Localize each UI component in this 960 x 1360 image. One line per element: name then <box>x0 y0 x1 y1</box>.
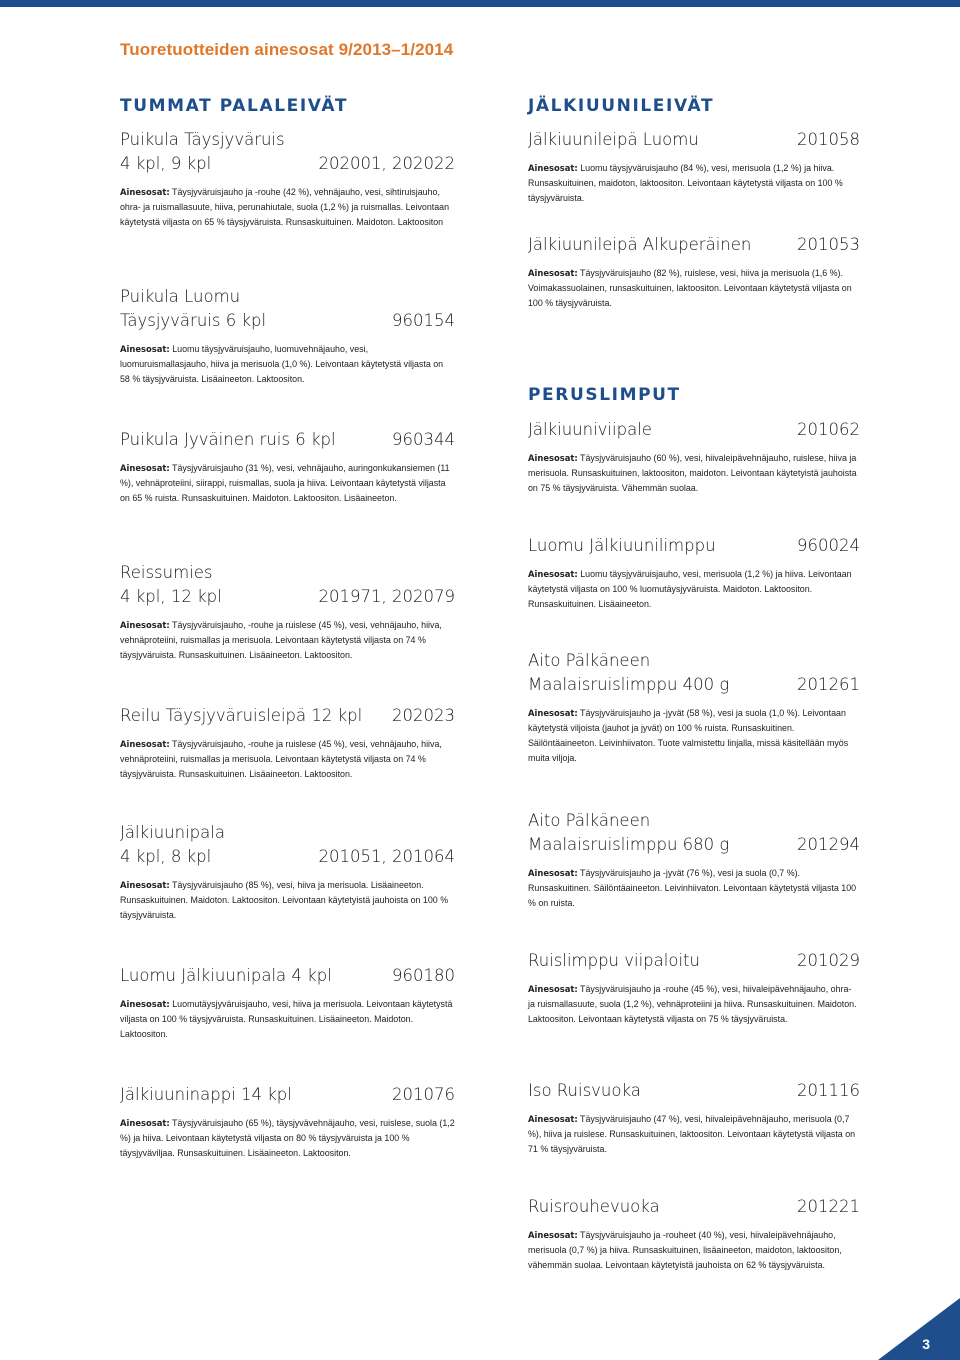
ingredients-body: Täysjyväruisjauho (31 %), vesi, vehnäjauho, auringonkukansiemen (11 %), vehnäproteiini, siirappi, ruismallas, suola ja hiiva. Leivontaan käytetystä viljasta on 65 % ruista. Runsaskuituinen. Maidoton. Laktoositon. Lisäaineeton. <box>120 463 450 503</box>
ingredients-text <box>528 451 860 496</box>
product-item <box>120 428 455 506</box>
product-name: Aito Pälkäneen <box>528 811 651 830</box>
page-corner-triangle <box>878 1298 960 1360</box>
product-item <box>120 128 455 230</box>
product-code: 201221 <box>797 1197 860 1216</box>
product-name: Jälkiuunipala <box>120 823 225 842</box>
product-title-line <box>528 809 860 833</box>
product-title <box>528 949 860 973</box>
ingredients-text <box>120 1116 455 1161</box>
ingredients-text <box>528 982 860 1027</box>
product-name: Ruisrouhevuoka <box>528 1197 660 1216</box>
product-item <box>120 561 455 663</box>
product-title-line <box>528 1079 860 1103</box>
product-title <box>528 534 860 558</box>
product-name: Jälkiuunileipä Alkuperäinen <box>528 235 752 254</box>
ingredients-label: Ainesosat: <box>120 463 170 473</box>
ingredients-label: Ainesosat: <box>120 620 170 630</box>
product-code: 960180 <box>392 966 455 985</box>
ingredients-label: Ainesosat: <box>528 163 578 173</box>
page-title: Tuoretuotteiden ainesosat 9/2013–1/2014 <box>120 40 454 59</box>
product-title-line <box>120 285 455 309</box>
product-title <box>528 128 860 152</box>
product-title-line <box>528 1195 860 1219</box>
product-title <box>528 1079 860 1103</box>
ingredients-label: Ainesosat: <box>528 708 578 718</box>
product-item <box>120 285 455 387</box>
product-code: 201971, 202079 <box>318 587 455 606</box>
product-code: 960344 <box>392 430 455 449</box>
top-accent-bar <box>0 0 960 7</box>
ingredients-label: Ainesosat: <box>528 569 578 579</box>
product-code: 201076 <box>392 1085 455 1104</box>
product-name: 4 kpl, 9 kpl <box>120 154 212 173</box>
ingredients-text <box>528 161 860 206</box>
product-title-line <box>528 418 860 442</box>
product-name: Iso Ruisvuoka <box>528 1081 641 1100</box>
product-title-line <box>120 1083 455 1107</box>
product-title-line <box>120 585 455 609</box>
ingredients-body: Täysjyväruisjauho (65 %), täysjyvävehnäjauho, vesi, ruislese, suola (1,2 %) ja hiiva. Leivontaan käytetystä viljasta on 80 % täysjyväruista ja 100 % täysjyväviljaa. Runsaskuituinen. Lisäaineeton. Laktoositon. <box>120 1118 455 1158</box>
product-code: 201294 <box>797 835 860 854</box>
ingredients-body: Täysjyväruisjauho ja -rouhe (45 %), vesi, hiivaleipävehnäjauho, ohra- ja ruismallasuute, suola (1,2 %), vehnäproteiini ja hiiva. Runsaskuituinen. Maidoton. Laktoositon. Leivontaan käytetystä viljasta on 75 % täysjyväruista. <box>528 984 857 1024</box>
ingredients-label: Ainesosat: <box>528 453 578 463</box>
ingredients-label: Ainesosat: <box>120 999 170 1009</box>
product-title <box>528 649 860 697</box>
ingredients-label: Ainesosat: <box>528 868 578 878</box>
ingredients-text <box>528 567 860 612</box>
product-title <box>528 418 860 442</box>
product-name: Jälkiuunileipä Luomu <box>528 130 699 149</box>
ingredients-text <box>120 878 455 923</box>
product-name: Maalaisruislimppu 400 g <box>528 675 730 694</box>
ingredients-label: Ainesosat: <box>120 187 170 197</box>
product-title <box>528 233 860 257</box>
ingredients-label: Ainesosat: <box>528 268 578 278</box>
ingredients-text <box>120 997 455 1042</box>
product-code: 201051, 201064 <box>318 847 455 866</box>
product-item <box>120 964 455 1042</box>
ingredients-label: Ainesosat: <box>120 739 170 749</box>
product-name: Jälkiuuninappi 14 kpl <box>120 1085 292 1104</box>
product-item <box>120 1083 455 1161</box>
product-title-line <box>120 821 455 845</box>
ingredients-body: Täysjyväruisjauho (82 %), ruislese, vesi, hiiva ja merisuola (1,6 %). Voimakassuolainen, runsaskuituinen, laktoositon. Leivontaan käytetystä viljasta on 100 % täysjyväruista. <box>528 268 852 308</box>
product-title <box>120 821 455 869</box>
product-code: 202001, 202022 <box>318 154 455 173</box>
product-title <box>120 704 455 728</box>
ingredients-body: Täysjyväruisjauho ja -rouhe (42 %), vehnäjauho, vesi, sihtiruisjauho, ohra- ja ruismallasuute, hiiva, perunahiutale, suola (1,2 %) ja ruismallas. Leivontaan käytetystä viljasta on 65 % täysjyväruista. Runsaskuituinen. Maidoton. Laktoositon <box>120 187 450 227</box>
product-code: 960154 <box>392 311 455 330</box>
ingredients-label: Ainesosat: <box>120 1118 170 1128</box>
product-name: Puikula Täysjyväruis <box>120 130 285 149</box>
product-title-line <box>528 233 860 257</box>
ingredients-label: Ainesosat: <box>120 880 170 890</box>
product-item <box>528 949 860 1027</box>
ingredients-text <box>120 461 455 506</box>
product-title <box>120 964 455 988</box>
product-title-line <box>120 704 455 728</box>
product-name: Reissumies <box>120 563 213 582</box>
ingredients-text <box>528 706 860 766</box>
product-name: Reilu Täysjyväruisleipä 12 kpl <box>120 706 363 725</box>
product-name: Puikula Jyväinen ruis 6 kpl <box>120 430 336 449</box>
product-item <box>528 418 860 496</box>
product-code: 201058 <box>797 130 860 149</box>
product-title-line <box>120 845 455 869</box>
product-title <box>120 1083 455 1107</box>
product-name: Luomu Jälkiuunipala 4 kpl <box>120 966 332 985</box>
ingredients-text <box>528 266 860 311</box>
product-title <box>528 1195 860 1219</box>
product-name: 4 kpl, 12 kpl <box>120 587 222 606</box>
product-title-line <box>528 649 860 673</box>
product-item <box>528 534 860 612</box>
ingredients-body: Luomu täysjyväruisjauho (84 %), vesi, merisuola (1,2 %) ja hiiva. Runsaskuituinen, maidoton, laktoositon. Leivontaan käytetystä viljasta on 100 % täysjyväruista. <box>528 163 843 203</box>
ingredients-label: Ainesosat: <box>528 1230 578 1240</box>
product-title <box>120 128 455 176</box>
product-title-line <box>120 309 455 333</box>
product-item <box>120 821 455 923</box>
ingredients-text <box>528 1228 860 1273</box>
product-title-line <box>120 561 455 585</box>
ingredients-body: Täysjyväruisjauho (60 %), vesi, hiivaleipävehnäjauho, ruislese, hiiva ja merisuola. Runsaskuituinen, laktoositon, maidoton. Leivontaan käytetyistä jauhoista on 75 % täysjyväruista. Vähemmän suolaa. <box>528 453 857 493</box>
product-item <box>528 809 860 911</box>
ingredients-body: Luomutäysjyväruisjauho, vesi, hiiva ja merisuola. Leivontaan käytetystä viljasta on 100 % täysjyväruista. Runsaskuituinen. Lisäaineeton. Maidoton. Laktoositon. <box>120 999 453 1039</box>
product-code: 201053 <box>797 235 860 254</box>
product-code: 201062 <box>797 420 860 439</box>
product-title-line <box>120 964 455 988</box>
product-item <box>528 1195 860 1273</box>
product-title-line <box>120 152 455 176</box>
product-code: 202023 <box>392 706 455 725</box>
ingredients-body: Täysjyväruisjauho, -rouhe ja ruislese (45 %), vesi, vehnäjauho, hiiva, vehnäproteiini, ruismallas ja merisuola. Leivontaan käytetystä viljasta on 74 % täysjyväruista. Runsaskuituinen. Lisäaineeton. Laktoositon. <box>120 739 442 779</box>
product-code: 201261 <box>797 675 860 694</box>
section-heading-peruslimput: PERUSLIMPUT <box>528 385 681 405</box>
ingredients-body: Täysjyväruisjauho ja -jyvät (76 %), vesi ja suola (0,7 %). Runsaskuitinen. Säilöntäaineeton. Leivinhiivaton. Leivontaan käytetystä viljasta 100 % on ruista. <box>528 868 857 908</box>
product-title-line <box>528 833 860 857</box>
ingredients-text <box>528 1112 860 1157</box>
product-name: Aito Pälkäneen <box>528 651 651 670</box>
product-code: 960024 <box>797 536 860 555</box>
ingredients-body: Täysjyväruisjauho (47 %), vesi, hiivaleipävehnäjauho, merisuola (0,7 %), hiiva ja ruislese. Runsaskuituinen, laktoositon. Leivontaan käytetystä viljasta on 71 % täysjyväruista. <box>528 1114 856 1154</box>
ingredients-text <box>120 737 455 782</box>
product-title-line <box>528 949 860 973</box>
product-item <box>528 1079 860 1157</box>
ingredients-body: Luomu täysjyväruisjauho, luomuvehnäjauho, vesi, luomuruismallasjauho, hiiva ja merisuola (1,0 %). Leivontaan käytetystä viljasta on 58 % täysjyväruista. Lisäaineeton. Laktoositon. <box>120 344 444 384</box>
product-title <box>120 428 455 452</box>
section-heading-tummat: TUMMAT PALALEIVÄT <box>120 96 349 116</box>
product-title-line <box>528 534 860 558</box>
ingredients-body: Täysjyväruisjauho, -rouhe ja ruislese (45 %), vesi, vehnäjauho, hiiva, vehnäproteiini, ruismallas ja merisuola. Leivontaan käytetystä viljasta on 74 % täysjyväruista. Runsaskuituinen. Lisäaineeton. Laktoositon. <box>120 620 442 660</box>
product-item <box>528 233 860 311</box>
product-title-line <box>120 428 455 452</box>
product-title <box>120 561 455 609</box>
ingredients-body: Luomu täysjyväruisjauho, vesi, merisuola (1,2 %) ja hiiva. Leivontaan käytetystä viljasta on 100 % luomutäysjyväruista. Maidoton. Laktoositon. Runsaskuituinen. Lisäaineeton. <box>528 569 852 609</box>
product-title-line <box>528 128 860 152</box>
page-number: 3 <box>922 1336 930 1352</box>
product-name: Puikula Luomu <box>120 287 241 306</box>
ingredients-text <box>120 185 455 230</box>
product-title <box>528 809 860 857</box>
product-name: Täysjyväruis 6 kpl <box>120 311 267 330</box>
ingredients-body: Täysjyväruisjauho (85 %), vesi, hiiva ja merisuola. Lisäaineeton. Runsaskuituinen. Maidoton. Laktoositon. Leivontaan käytetyistä jauhoista on 100 % täysjyväruista. <box>120 880 449 920</box>
ingredients-text <box>120 342 455 387</box>
product-name: Luomu Jälkiuunilimppu <box>528 536 716 555</box>
product-title <box>120 285 455 333</box>
product-code: 201116 <box>797 1081 860 1100</box>
product-name: 4 kpl, 8 kpl <box>120 847 212 866</box>
product-item <box>528 649 860 766</box>
product-title-line <box>120 128 455 152</box>
section-heading-jalkiuunileivat: JÄLKIUUNILEIVÄT <box>528 96 715 116</box>
ingredients-body: Täysjyväruisjauho ja -jyvät (58 %), vesi ja suola (1,0 %). Leivontaan käytetystä viljoista (jauhot ja jyvät) on 100 % ruista. Runsaskuitinen. Säilöntäaineeton. Leivinhiivaton. Tuote valmistettu linjalla, missä käsitellään myös muita viljoja. <box>528 708 849 763</box>
product-name: Maalaisruislimppu 680 g <box>528 835 730 854</box>
ingredients-label: Ainesosat: <box>528 1114 578 1124</box>
ingredients-body: Täysjyväruisjauho ja -rouheet (40 %), vesi, hiivaleipävehnäjauho, merisuola (0,7 %) ja hiiva. Runsaskuituinen, lisäaineeton, maidoton, laktoositon, vähemmän suolaa. Leivontaan käytetyistä jauhoista on 62 % täysjyväruista. <box>528 1230 842 1270</box>
product-item <box>528 128 860 206</box>
ingredients-label: Ainesosat: <box>120 344 170 354</box>
product-item <box>120 704 455 782</box>
ingredients-text <box>528 866 860 911</box>
product-name: Jälkiuuniviipale <box>528 420 652 439</box>
ingredients-text <box>120 618 455 663</box>
product-title-line <box>528 673 860 697</box>
product-name: Ruislimppu viipaloitu <box>528 951 700 970</box>
product-code: 201029 <box>797 951 860 970</box>
ingredients-label: Ainesosat: <box>528 984 578 994</box>
